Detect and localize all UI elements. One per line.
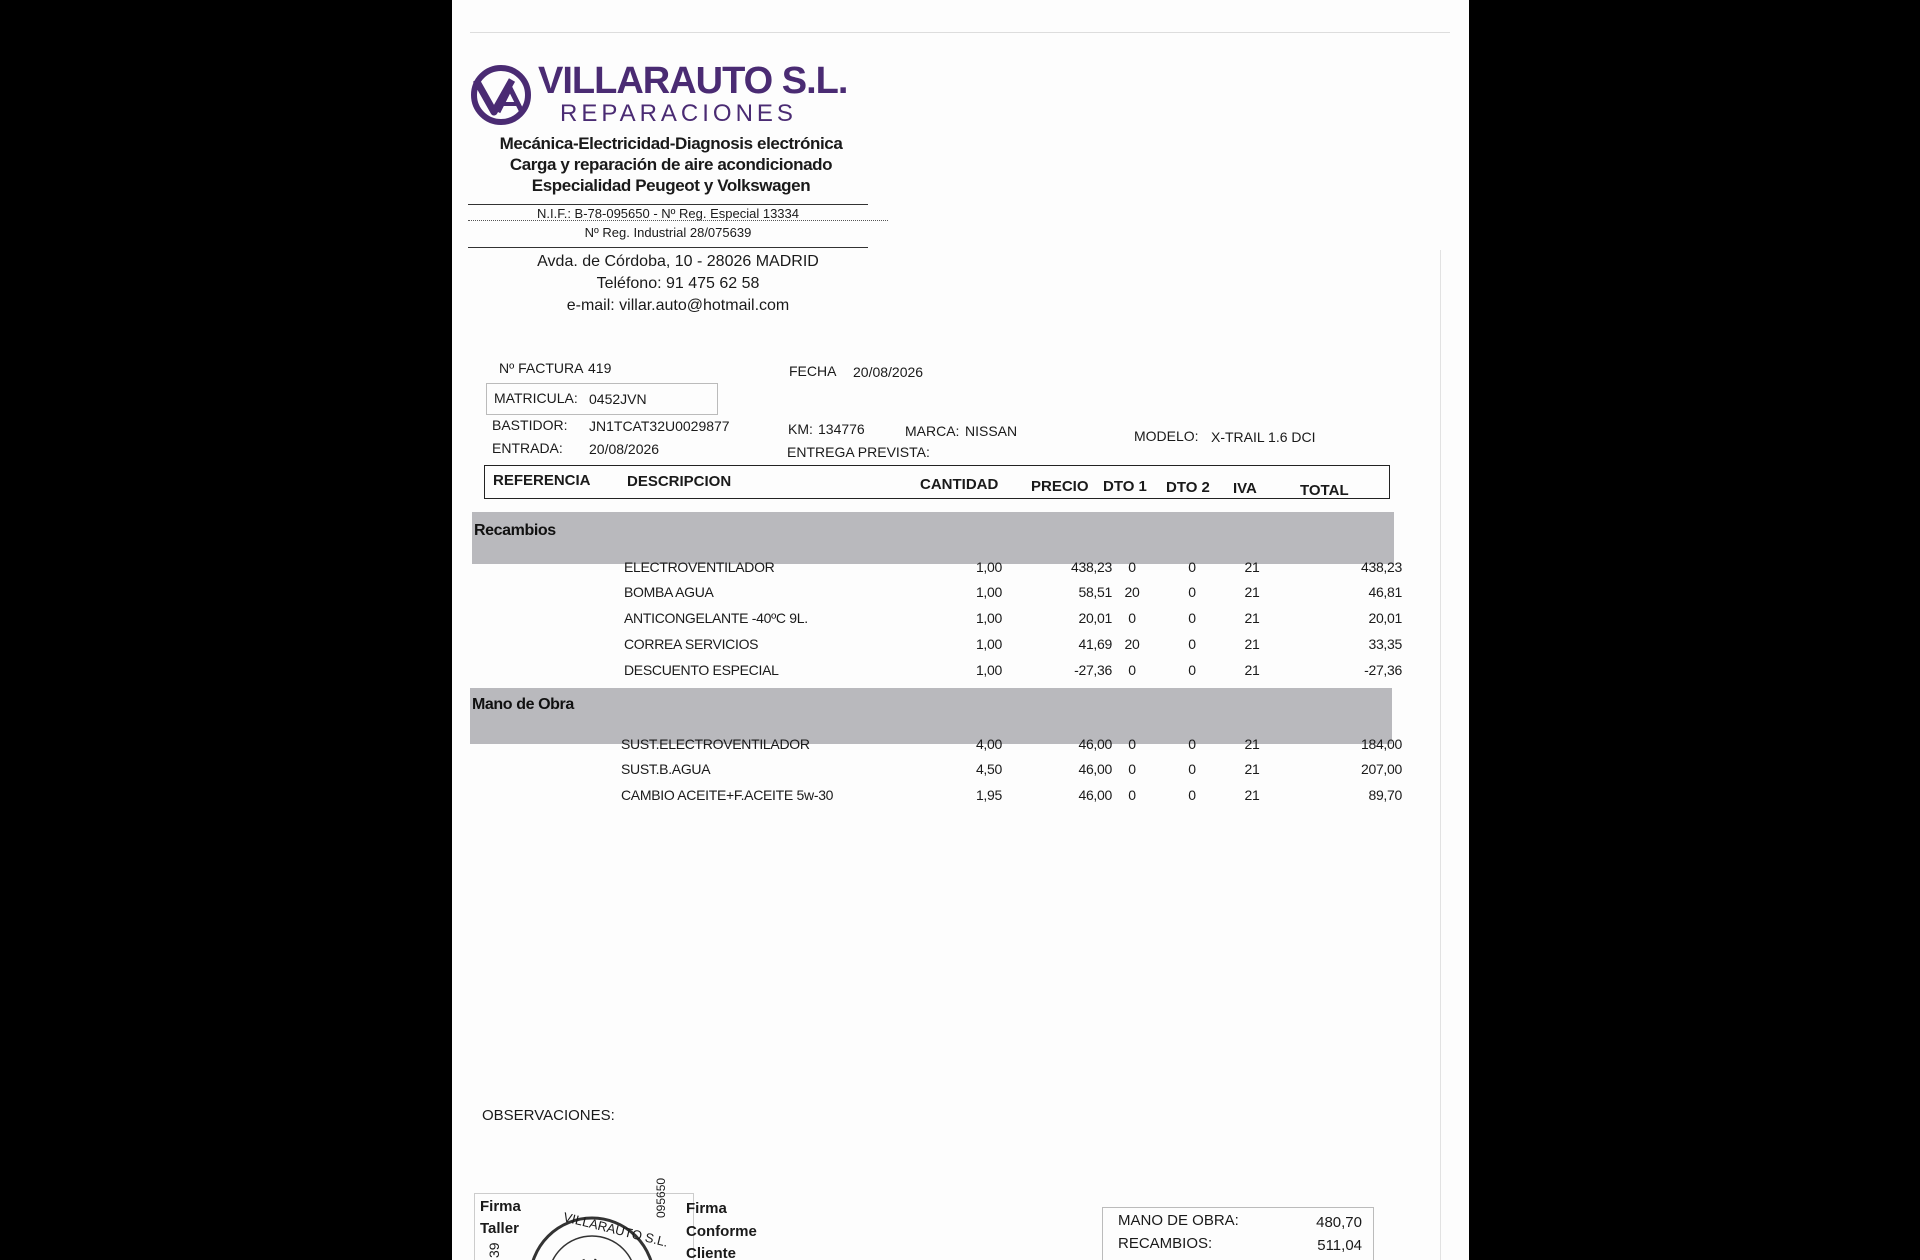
row-iva: 21 [1244,584,1260,600]
col-descripcion: DESCRIPCION [627,473,732,490]
row-iva: 21 [1244,610,1260,626]
table-row [452,761,1469,783]
row-precio: 46,00 [1078,736,1112,752]
row-descripcion: CORREA SERVICIOS [624,636,759,652]
invoice-page [452,0,1469,1260]
bastidor-value: JN1TCAT32U0029877 [589,418,730,434]
row-descripcion: BOMBA AGUA [624,584,714,600]
row-dto2: 0 [1188,787,1196,803]
row-precio: 46,00 [1078,787,1112,803]
row-dto1: 0 [1128,787,1136,803]
row-precio: -27,36 [1074,662,1112,678]
row-descripcion: SUST.ELECTROVENTILADOR [621,736,810,752]
firma-cliente-line-3: Cliente [686,1245,737,1260]
row-descripcion: CAMBIO ACEITE+F.ACEITE 5w-30 [621,787,834,803]
va-logo-icon [468,62,534,128]
company-stamp [512,1200,672,1260]
row-dto1: 0 [1128,662,1136,678]
row-cantidad: 1,00 [975,584,1002,600]
section-title-recambios: Recambios [474,522,556,539]
fecha-value: 20/08/2026 [853,364,924,380]
row-dto1: 0 [1128,761,1136,777]
row-dto2: 0 [1188,584,1196,600]
observaciones-label: OBSERVACIONES: [482,1107,615,1124]
row-cantidad: 1,00 [975,636,1002,652]
marca-value: NISSAN [965,423,1018,439]
row-total: 207,00 [1360,761,1402,777]
row-cantidad: 1,95 [975,787,1002,803]
table-header [484,465,1390,499]
company-logo [468,60,868,130]
firma-taller-line-1: Firma [480,1198,521,1215]
company-subtitle: REPARACIONES [560,100,797,127]
row-descripcion: ANTICONGELANTE -40ºC 9L. [624,610,808,626]
row-cantidad: 4,50 [975,761,1002,777]
factura-value: 419 [588,360,612,376]
row-dto1: 20 [1124,584,1140,600]
row-total: -27,36 [1364,662,1402,678]
row-total: 33,35 [1368,636,1402,652]
fecha-label: FECHA [789,363,837,379]
row-descripcion: ELECTROVENTILADOR [624,559,775,575]
bastidor-label: BASTIDOR: [492,417,568,433]
col-iva: IVA [1233,480,1257,497]
row-iva: 21 [1244,787,1260,803]
row-precio: 20,01 [1078,610,1112,626]
service-line-1: Mecánica-Electricidad-Diagnosis electrónica [499,134,843,153]
section-title-mano-obra: Mano de Obra [472,696,574,713]
marca-label: MARCA: [905,423,960,439]
company-phone: Teléfono: 91 475 62 58 [596,275,760,292]
row-precio: 46,00 [1078,761,1112,777]
total-mano-obra-value: 480,70 [1316,1214,1362,1231]
row-dto1: 0 [1128,559,1136,575]
row-cantidad: 1,00 [975,559,1002,575]
company-address: Avda. de Córdoba, 10 - 28026 MADRID [537,253,819,270]
nif-line: N.I.F.: B-78-095650 - Nº Reg. Especial 13334 [537,206,799,221]
row-total: 20,01 [1368,610,1402,626]
reg-industrial: Nº Reg. Industrial 28/075639 [584,225,752,240]
col-dto1: DTO 1 [1103,478,1147,495]
row-cantidad: 4,00 [975,736,1002,752]
km-value: 134776 [818,421,865,437]
row-dto2: 0 [1188,736,1196,752]
row-iva: 21 [1244,662,1260,678]
row-descripcion: DESCUENTO ESPECIAL [624,662,779,678]
row-iva: 21 [1244,761,1260,777]
total-recambios-value: 511,04 [1317,1237,1362,1254]
modelo-value: X-TRAIL 1.6 DCI [1211,429,1316,445]
row-total: 438,23 [1360,559,1402,575]
row-dto1: 20 [1124,636,1140,652]
entrada-value: 20/08/2026 [589,441,660,457]
row-cantidad: 1,00 [975,662,1002,678]
table-row [452,636,1469,658]
col-referencia: REFERENCIA [493,472,591,489]
matricula-label: MATRICULA: [494,390,578,406]
company-email: e-mail: villar.auto@hotmail.com [566,297,790,314]
table-row [452,736,1469,758]
firma-cliente-line-2: Conforme [686,1223,757,1240]
row-total: 184,00 [1360,736,1402,752]
company-name: VILLARAUTO S.L. [538,60,848,102]
table-row [452,787,1469,809]
entrada-label: ENTRADA: [492,440,563,456]
factura-label: Nº FACTURA [499,360,584,376]
row-cantidad: 1,00 [975,610,1002,626]
table-row [452,584,1469,606]
row-dto2: 0 [1188,761,1196,777]
row-iva: 21 [1244,559,1260,575]
row-dto1: 0 [1128,736,1136,752]
row-dto2: 0 [1188,662,1196,678]
row-dto2: 0 [1188,610,1196,626]
row-dto2: 0 [1188,559,1196,575]
table-row [452,559,1469,581]
modelo-label: MODELO: [1134,428,1199,444]
total-mano-obra-label: MANO DE OBRA: [1118,1212,1239,1229]
stamp-side-number: 095650 [654,1177,668,1218]
row-total: 46,81 [1368,584,1402,600]
table-row [452,662,1469,684]
km-label: KM: [788,421,813,437]
col-cantidad: CANTIDAD [920,476,999,493]
stamp-text: VILLARAUTO S.L. [561,1209,670,1250]
total-recambios-label: RECAMBIOS: [1118,1235,1213,1252]
row-dto2: 0 [1188,636,1196,652]
col-total: TOTAL [1300,482,1349,499]
stamp-side-left: 39 [486,1242,502,1258]
matricula-value: 0452JVN [589,391,647,407]
row-iva: 21 [1244,736,1260,752]
service-line-3: Especialidad Peugeot y Volkswagen [531,176,811,195]
row-descripcion: SUST.B.AGUA [621,761,711,777]
row-iva: 21 [1244,636,1260,652]
col-dto2: DTO 2 [1166,479,1210,496]
table-row [452,610,1469,632]
entrega-label: ENTREGA PREVISTA: [787,444,930,460]
row-total: 89,70 [1368,787,1402,803]
service-line-2: Carga y reparación de aire acondicionado [509,155,833,174]
firma-taller-line-2: Taller [480,1220,519,1237]
row-precio: 41,69 [1078,636,1112,652]
row-dto1: 0 [1128,610,1136,626]
row-precio: 58,51 [1078,584,1112,600]
firma-cliente-line-1: Firma [686,1200,727,1217]
row-precio: 438,23 [1070,559,1112,575]
col-precio: PRECIO [1031,478,1089,495]
section-band-recambios [472,512,1394,564]
